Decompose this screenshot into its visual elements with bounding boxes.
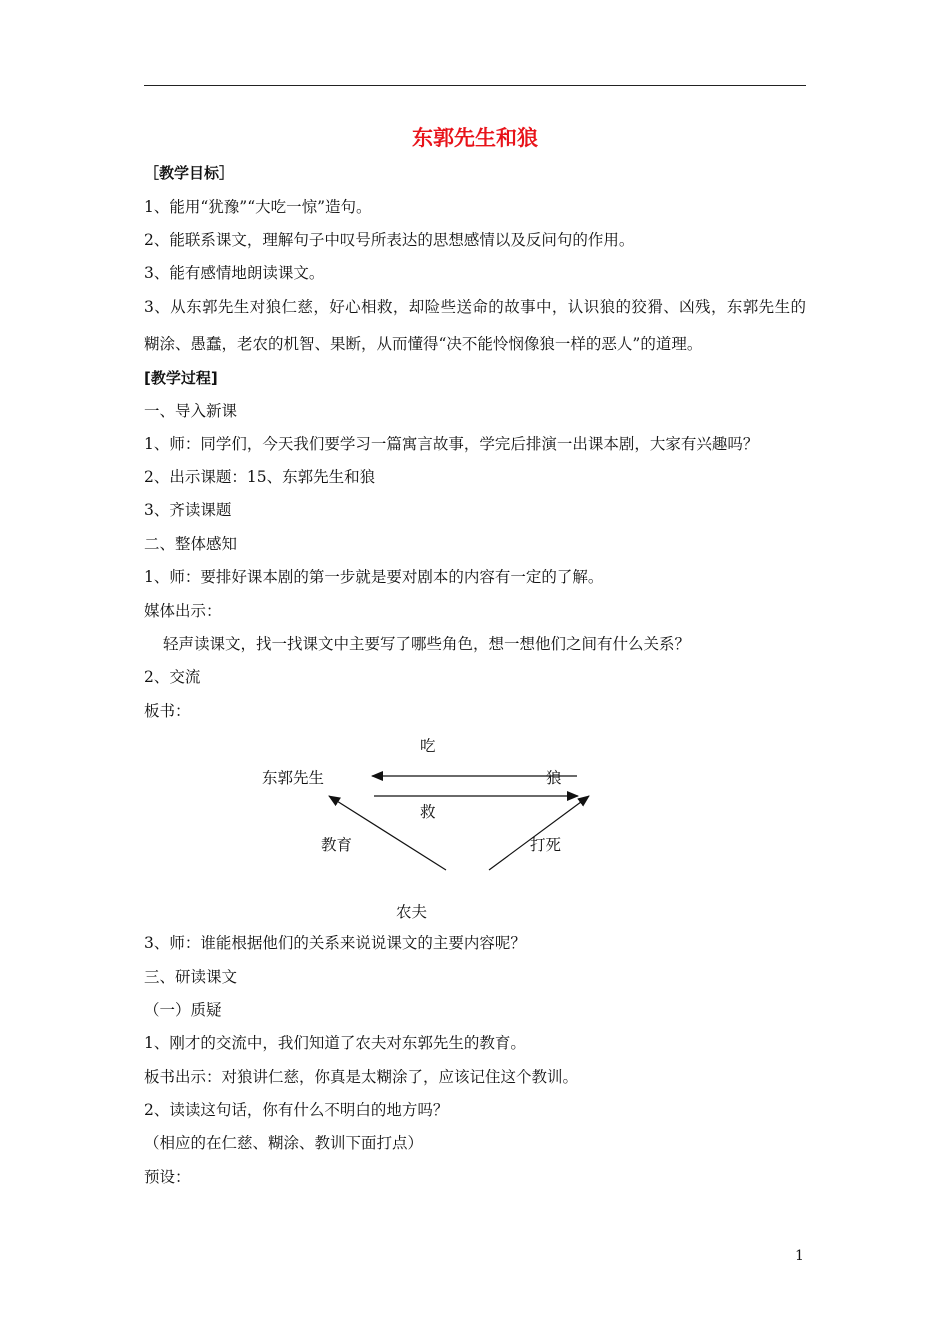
process-line: 2、交流 [144,668,201,686]
diagram-label-kill: 打死 [530,836,562,854]
process-line: 1、刚才的交流中，我们知道了农夫对东郭先生的教育。 [144,1034,526,1052]
process-line: 1、师：同学们，今天我们要学习一篇寓言故事，学完后排演一出课本剧，大家有兴趣吗？ [144,435,759,453]
diagram-label-save: 救 [420,803,436,821]
process-line: 2、出示课题：15、东郭先生和狼 [144,468,376,486]
goals-heading: ［教学目标］ [144,164,235,182]
process-line: 1、师：要排好课本剧的第一步就是要对剧本的内容有一定的了解。 [144,568,604,586]
process-line: 媒体出示： [144,602,222,620]
process-line: 3、齐读课题 [144,501,232,519]
goal-item: 3、能有感情地朗读课文。 [144,264,325,282]
diagram-label-educate: 教育 [321,836,353,854]
process-line: 板书： [144,702,191,720]
process-line: 轻声读课文，找一找课文中主要写了哪些角色，想一想他们之间有什么关系？ [163,635,691,653]
goal-item: 3、从东郭先生对狼仁慈，好心相救，却险些送命的故事中，认识狼的狡猾、凶残，东郭先生的 [144,298,806,316]
section-heading: 二、整体感知 [144,535,238,553]
process-line: 3、师：谁能根据他们的关系来说说课文的主要内容呢？ [144,934,526,952]
process-line: 板书出示：对狼讲仁慈，你真是太糊涂了，应该记住这个教训。 [144,1068,579,1086]
diagram-label-wolf: 狼 [546,769,562,787]
process-line: 预设： [144,1168,191,1186]
goal-item: 1、能用“犹豫”“大吃一惊”造句。 [144,198,372,216]
subsection-heading: （一）质疑 [144,1001,222,1019]
diagram-label-dongguo: 东郭先生 [262,769,325,787]
process-line: （相应的在仁慈、糊涂、教训下面打点） [144,1134,424,1152]
section-heading: 一、导入新课 [144,402,238,420]
process-line: 2、读读这句话，你有什么不明白的地方吗？ [144,1101,449,1119]
section-heading: 三、研读课文 [144,968,238,986]
diagram-label-farmer: 农夫 [396,903,428,921]
diagram-label-eat: 吃 [420,737,436,755]
page-title: 东郭先生和狼 [412,126,538,150]
process-heading: [教学过程] [144,369,218,387]
goal-item: 糊涂、愚蠢，老农的机智、果断，从而懂得“决不能怜悯像狼一样的恶人”的道理。 [144,335,703,353]
page-number: 1 [795,1248,804,1264]
goal-item: 2、能联系课文，理解句子中叹号所表达的思想感情以及反问句的作用。 [144,231,635,249]
